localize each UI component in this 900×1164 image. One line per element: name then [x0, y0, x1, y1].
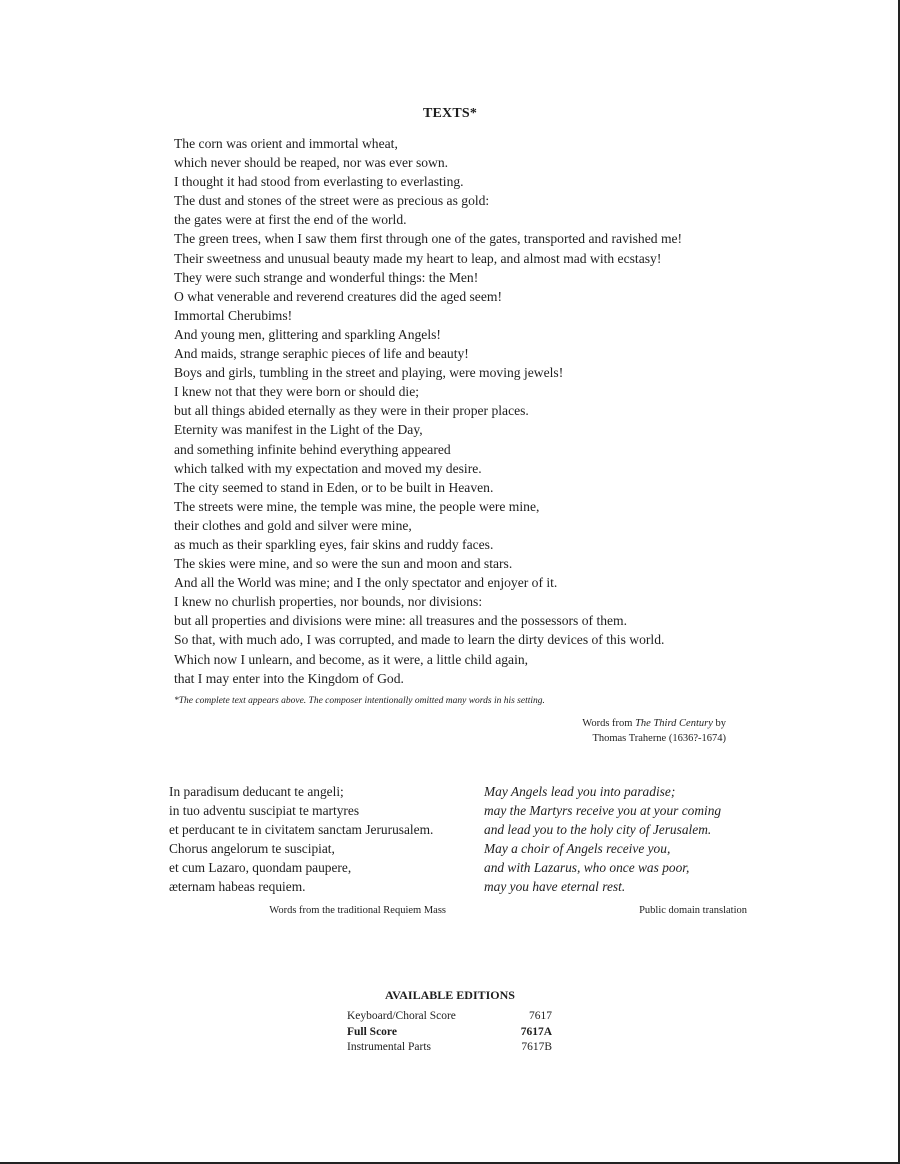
edition-row [347, 1009, 552, 1025]
editions-heading: AVAILABLE EDITIONS [385, 988, 515, 1002]
poem-line: I thought it had stood from everlasting to everlasting. [174, 174, 464, 190]
source-suffix: by [712, 718, 726, 729]
poem-line: And young men, glittering and sparkling Angels! [174, 326, 441, 342]
poem-line: So that, with much ado, I was corrupted, and made to learn the dirty devices of this world. [174, 632, 665, 648]
english-line: and lead you to the holy city of Jerusalem. [484, 822, 712, 838]
latin-line: et perducant te in civitatem sanctam Jerurusalem. [169, 822, 434, 838]
latin-line: in tuo adventu suscipiat te martyres [169, 803, 360, 819]
english-line: May Angels lead you into paradise; [484, 784, 676, 799]
poem-line: which never should be reaped, nor was ever sown. [174, 155, 449, 171]
poem-line: Their sweetness and unusual beauty made my heart to leap, and almost mad with ecstasy! [174, 250, 662, 266]
poem-line: They were such strange and wonderful things: the Men! [174, 269, 479, 285]
page-title: TEXTS* [422, 106, 478, 121]
poem-line: and something infinite behind everything appeared [174, 441, 451, 457]
edition-row [347, 1040, 552, 1056]
poem-line: the gates were at first the end of the world. [174, 212, 407, 228]
poem-line: but all things abided eternally as they were in their proper places. [174, 403, 529, 419]
edition-number: 7617A [520, 1025, 552, 1038]
poem-line: as much as their sparkling eyes, fair skins and ruddy faces. [174, 536, 494, 552]
edition-number: 7617B [521, 1041, 552, 1053]
latin-line: æternam habeas requiem. [169, 879, 306, 895]
source-author: Thomas Traherne (1636?-1674) [592, 733, 726, 744]
poem-line: Immortal Cherubims! [174, 307, 293, 323]
poem-line: The skies were mine, and so were the sun and moon and stars. [174, 556, 513, 572]
footnote: *The complete text appears above. The composer intentionally omitted many words in his setting. [174, 696, 545, 706]
english-line: May a choir of Angels receive you, [484, 841, 671, 857]
source-prefix: Words from [582, 718, 636, 729]
poem-line: O what venerable and reverend creatures did the aged seem! [174, 288, 502, 304]
poem-line: which talked with my expectation and moved my desire. [174, 460, 482, 476]
english-line: may you have eternal rest. [484, 879, 626, 895]
editions-list [347, 1009, 552, 1056]
edition-row [347, 1025, 552, 1041]
latin-line: Chorus angelorum te suscipiat, [169, 841, 335, 857]
english-line: may the Martyrs receive you at your coming [484, 803, 722, 819]
latin-source: Words from the traditional Requiem Mass [269, 905, 446, 916]
edition-name: Instrumental Parts [347, 1041, 431, 1053]
poem-line: Boys and girls, tumbling in the street and playing, were moving jewels! [174, 365, 564, 381]
poem-line: but all properties and divisions were mine: all treasures and the possessors of them. [174, 613, 628, 629]
poem-line: The city seemed to stand in Eden, or to be built in Heaven. [174, 479, 494, 495]
edition-number: 7617 [529, 1010, 552, 1022]
edition-name: Keyboard/Choral Score [347, 1010, 456, 1022]
poem-line: their clothes and gold and silver were mine, [174, 517, 412, 533]
english-translation [484, 782, 721, 897]
poem-source [582, 716, 726, 746]
poem-line: The dust and stones of the street were as precious as gold: [174, 193, 490, 209]
poem-line: I knew no churlish properties, nor bounds, nor divisions: [174, 594, 483, 610]
translation-source: Public domain translation [639, 905, 747, 916]
source-work-title: The Third Century [635, 718, 713, 729]
poem-line: that I may enter into the Kingdom of God. [174, 670, 404, 686]
poem-line: Eternity was manifest in the Light of the Day, [174, 422, 423, 438]
poem-line: The green trees, when I saw them first through one of the gates, transported and ravished me! [174, 231, 683, 247]
poem-line: The streets were mine, the temple was mine, the people were mine, [174, 498, 540, 514]
poem-text [174, 134, 682, 688]
latin-text [169, 782, 433, 897]
latin-line: et cum Lazaro, quondam paupere, [169, 860, 352, 876]
poem-source-work-line [582, 716, 726, 731]
latin-line: In paradisum deducant te angeli; [169, 784, 344, 799]
poem-line: And all the World was mine; and I the only spectator and enjoyer of it. [174, 575, 558, 591]
poem-line: The corn was orient and immortal wheat, [174, 136, 398, 151]
poem-line: I knew not that they were born or should die; [174, 384, 420, 400]
english-line: and with Lazarus, who once was poor, [484, 860, 690, 876]
poem-line: Which now I unlearn, and become, as it were, a little child again, [174, 651, 529, 667]
edition-name: Full Score [347, 1025, 397, 1038]
poem-line: And maids, strange seraphic pieces of life and beauty! [174, 346, 469, 362]
